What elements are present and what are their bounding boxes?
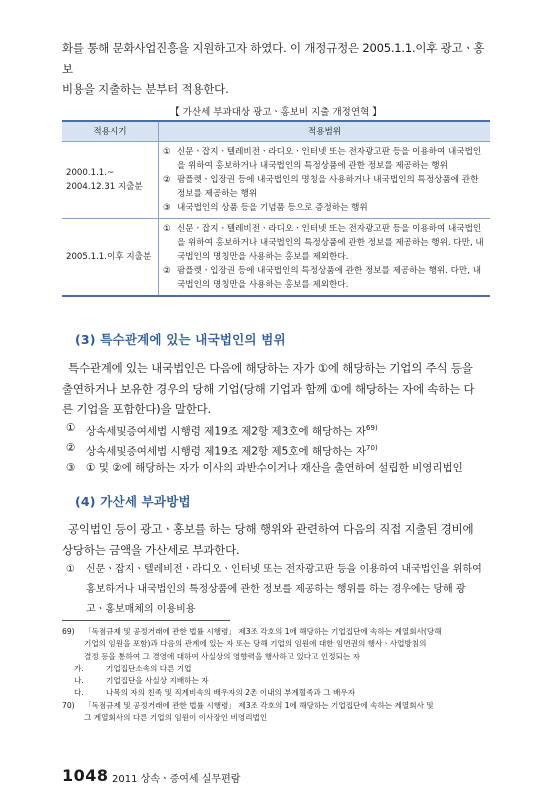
item-text: 팜플렛ㆍ입장권 등에 내국법인의 명칭을 사용하거나 내국법인의 특정상품에 관한 정보를 제공하는 행위 bbox=[177, 175, 479, 199]
footnote-row: 나. 기업집단을 사실상 지배하는 자 bbox=[74, 676, 209, 686]
item-text: 상속세및증여세법 시행령 제19조 제2항 제5호에 해당하는 자$^{70)}$ bbox=[86, 444, 378, 458]
footnote-row: 결정 등을 통하여 그 경영에 대하여 사실상의 영향력을 행사하고 있다고 인정되는 자 bbox=[84, 651, 360, 661]
section4-paragraph bbox=[62, 519, 490, 560]
scope-item bbox=[163, 145, 486, 173]
footnote-ref: 69) bbox=[366, 424, 378, 432]
scope-cell bbox=[159, 219, 491, 297]
list-item bbox=[66, 458, 490, 478]
scope-cell bbox=[159, 142, 491, 219]
section-heading: (4) 가산세 부과방법 bbox=[75, 494, 191, 509]
item-text bbox=[86, 560, 482, 620]
item-line: 고ㆍ홍보매체의 이용비용 bbox=[86, 604, 196, 615]
scope-item bbox=[163, 222, 486, 264]
period-line: 2005.1.1.이후 지출분 bbox=[66, 252, 152, 262]
item-text: 신문ㆍ잡지ㆍ텔레비전ㆍ라디오ㆍ인터넷 또는 전자광고판 등을 이용하여 내국법인을 위하여 홍보하거나 내국법인의 특정상품에 관한 정보를 제공하는 행위. 다만, 내국법인의 명칭만을 사용하는 홍보를 제외한다. bbox=[177, 224, 484, 262]
scope-item bbox=[163, 264, 486, 292]
period-cell bbox=[62, 142, 159, 219]
item-line: 홍보하거나 내국법인의 특정상품에 관한 정보를 제공하는 행위를 하는 경우에는 당해 광 bbox=[86, 584, 466, 595]
book-title: 2011 상속ㆍ증여세 실무편람 bbox=[112, 774, 241, 785]
period-cell bbox=[62, 219, 159, 297]
item-line: 신문ㆍ잡지ㆍ텔레비전ㆍ라디오ㆍ인터넷 또는 전자광고판 등을 이용하여 내국법인을 위하여 bbox=[86, 564, 482, 575]
item-number: ① bbox=[163, 224, 171, 234]
item-number: ② bbox=[66, 442, 76, 454]
table-row bbox=[62, 219, 490, 297]
period-line: 2004.12.31 지출분 bbox=[66, 182, 143, 192]
footnote-row: 기업의 임원을 포함)과 다음의 관계에 있는 자 또는 당해 기업의 임원에 대한 임면권의 행사ㆍ사업방침의 bbox=[84, 639, 427, 649]
item-text: 상속세및증여세법 시행령 제19조 제2항 제3호에 해당하는 자$^{69)}$ bbox=[86, 424, 378, 438]
paragraph-line: 출연하거나 보유한 경우의 당해 기업(당해 기업과 함께 ①에 해당하는 자에 속하는 다 bbox=[62, 381, 475, 396]
footnote-divider bbox=[62, 620, 230, 621]
item-text: 내국법인의 상품 등을 기념품 등으로 증정하는 행위 bbox=[177, 203, 368, 213]
item-text: ① 및 ②에 해당하는 자가 이사의 과반수이거나 재산을 출연하여 설립한 비영리법인 bbox=[86, 462, 463, 474]
scope-item bbox=[163, 201, 486, 215]
intro-line: 화를 통해 문화사업진흥을 지원하고자 하였다. 이 개정규정은 2005.1.1.이후 광고ㆍ홍보 bbox=[62, 41, 485, 76]
item-number: ② bbox=[163, 266, 171, 276]
item-number: ② bbox=[163, 175, 171, 185]
footnote-row: 70) 「독점규제 및 공정거래에 관한 법률 시행령」 제3조 각호의 1에 해당하는 기업집단에 속하는 계열회사 및 bbox=[62, 700, 434, 710]
paragraph-line: 특수관계에 있는 내국법인은 다음에 해당하는 자가 ①에 해당하는 기업의 주식 등을 bbox=[68, 361, 473, 375]
scope-item bbox=[163, 173, 486, 201]
item-text: 신문ㆍ잡지ㆍ텔레비전ㆍ라디오ㆍ인터넷 또는 전자광고판 등을 이용하여 내국법인을 위하여 홍보하거나 내국법인의 특정상품에 관한 정보를 제공하는 행위 bbox=[177, 147, 482, 171]
column-header-scope: 적용범위 bbox=[159, 121, 491, 142]
intro-line: 비용을 지출하는 분부터 적용한다. bbox=[62, 82, 229, 96]
footnote-row: 69) 「독점규제 및 공정거래에 관한 법률 시행령」 제3조 각호의 1에 해당하는 기업집단에 속하는 계열회사(당해 bbox=[62, 627, 442, 636]
footnote-ref: 70) bbox=[366, 444, 378, 452]
item-number: ① bbox=[66, 422, 76, 434]
item-text: 팜플렛ㆍ입장권 등에 내국법인의 특정상품에 관한 정보를 제공하는 행위. 다만, 내국법인의 명칭만을 사용하는 홍보를 제외한다. bbox=[177, 266, 482, 290]
table-row bbox=[62, 142, 490, 219]
revision-history-table bbox=[62, 120, 490, 297]
item-number: ① bbox=[163, 147, 171, 157]
section-heading: (3) 특수관계에 있는 내국법인의 범위 bbox=[75, 332, 286, 347]
list-item bbox=[66, 560, 490, 620]
period-line: 2000.1.1.~ bbox=[66, 168, 115, 178]
item-number: ③ bbox=[66, 462, 76, 474]
column-header-period: 적용시기 bbox=[62, 121, 159, 142]
section3-paragraph bbox=[62, 358, 490, 420]
table-caption: 【 가산세 부과대상 광고ㆍ홍보비 지출 개정연혁 】 bbox=[170, 107, 382, 118]
footnote-row: 다. 나목의 자의 친족 및 직계비속의 배우자의 2촌 이내의 부계혈족과 그 배우자 bbox=[74, 688, 356, 698]
item-number: ③ bbox=[163, 203, 171, 213]
footnotes bbox=[62, 626, 492, 724]
item-number: ① bbox=[66, 564, 75, 575]
page-number: 1048 bbox=[62, 766, 109, 785]
paragraph-line: 른 기업을 포함한다)을 말한다. bbox=[62, 402, 212, 416]
paragraph-line: 공익법인 등이 광고ㆍ홍보를 하는 당해 행위와 관련하여 다음의 직접 지출된 경비에 bbox=[68, 522, 474, 536]
footnote-row: 가. 기업집단소속의 다른 기업 bbox=[74, 663, 192, 673]
intro-paragraph bbox=[62, 38, 490, 100]
paragraph-line: 상당하는 금액을 가산세로 부과한다. bbox=[62, 542, 240, 557]
footnote-row: 그 계열회사의 다른 기업의 임원이 이사장인 비영리법인 bbox=[84, 713, 268, 723]
